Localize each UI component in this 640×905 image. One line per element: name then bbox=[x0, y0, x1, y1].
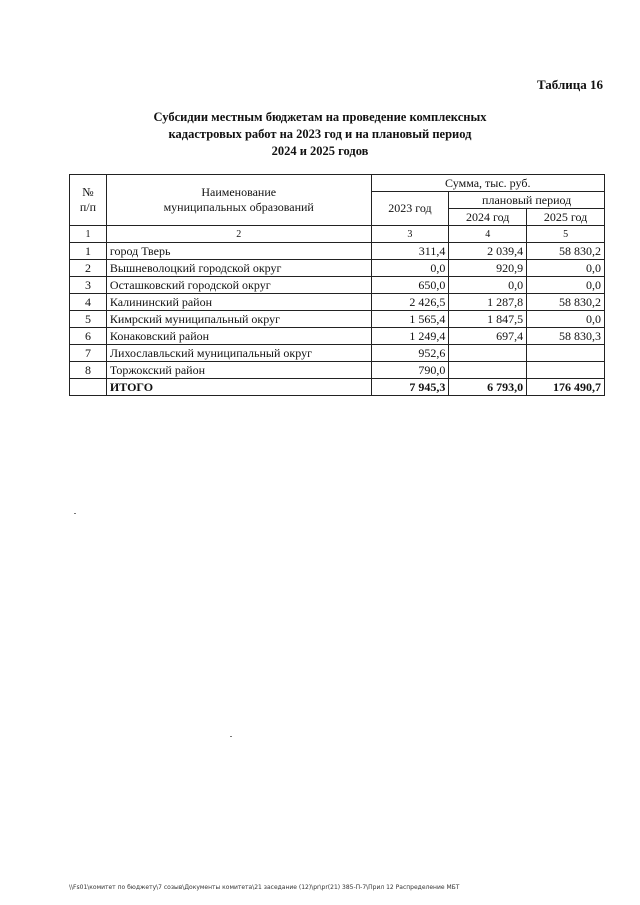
file-path-footer: \\Fs01\комитет по бюджету\7 созыв\Документы комитета\21 заседание (12)\pr\pr(21) 385-П-7\Прил 12 Распределение МБТ bbox=[69, 884, 460, 891]
header-name-cell bbox=[106, 175, 371, 226]
header-2024: 2024 год bbox=[449, 209, 527, 226]
row-value-2024: 920,9 bbox=[449, 260, 527, 277]
title-line-3: 2024 и 2025 годов bbox=[271, 144, 369, 158]
row-value-2025 bbox=[527, 362, 605, 379]
table-row bbox=[70, 345, 605, 362]
subsidy-table bbox=[69, 174, 605, 396]
row-number: 1 bbox=[70, 243, 107, 260]
row-value-2025 bbox=[527, 345, 605, 362]
total-value-2025: 176 490,7 bbox=[527, 379, 605, 396]
row-value-2023: 1 565,4 bbox=[371, 311, 449, 328]
row-number: 2 bbox=[70, 260, 107, 277]
table-row bbox=[70, 260, 605, 277]
row-value-2025: 0,0 bbox=[527, 277, 605, 294]
index-cell: 4 bbox=[449, 226, 527, 243]
row-value-2024 bbox=[449, 362, 527, 379]
header-row-1 bbox=[70, 175, 605, 192]
row-name: Вышневолоцкий городской округ bbox=[106, 260, 371, 277]
header-2025: 2025 год bbox=[527, 209, 605, 226]
row-value-2023: 650,0 bbox=[371, 277, 449, 294]
row-name: город Тверь bbox=[106, 243, 371, 260]
header-num-cell bbox=[70, 175, 107, 226]
total-number-empty bbox=[70, 379, 107, 396]
row-name: Осташковский городской округ bbox=[106, 277, 371, 294]
row-value-2025: 58 830,2 bbox=[527, 294, 605, 311]
header-name-1: Наименование bbox=[201, 185, 277, 199]
row-value-2024: 1 847,5 bbox=[449, 311, 527, 328]
row-value-2025: 58 830,2 bbox=[527, 243, 605, 260]
header-2023: 2023 год bbox=[371, 192, 449, 226]
row-value-2024 bbox=[449, 345, 527, 362]
row-value-2024: 697,4 bbox=[449, 328, 527, 345]
scan-speck bbox=[230, 736, 232, 737]
row-value-2025: 0,0 bbox=[527, 311, 605, 328]
row-name: Конаковский район bbox=[106, 328, 371, 345]
table-row bbox=[70, 311, 605, 328]
header-num-2: п/п bbox=[79, 200, 97, 214]
row-value-2023: 0,0 bbox=[371, 260, 449, 277]
row-number: 4 bbox=[70, 294, 107, 311]
table-number-label: Таблица 16 bbox=[536, 77, 603, 92]
row-value-2025: 0,0 bbox=[527, 260, 605, 277]
header-name-2: муниципальных образований bbox=[163, 200, 314, 214]
table-row bbox=[70, 277, 605, 294]
index-cell: 2 bbox=[106, 226, 371, 243]
row-name: Торжокский район bbox=[106, 362, 371, 379]
row-number: 5 bbox=[70, 311, 107, 328]
total-value-2023: 7 945,3 bbox=[371, 379, 449, 396]
row-value-2023: 952,6 bbox=[371, 345, 449, 362]
header-num: № bbox=[82, 185, 94, 199]
index-cell: 5 bbox=[527, 226, 605, 243]
scan-speck bbox=[74, 513, 76, 514]
header-planned-period: плановый период bbox=[449, 192, 605, 209]
index-cell: 3 bbox=[371, 226, 449, 243]
row-number: 3 bbox=[70, 277, 107, 294]
row-number: 6 bbox=[70, 328, 107, 345]
table-row bbox=[70, 362, 605, 379]
row-value-2024: 1 287,8 bbox=[449, 294, 527, 311]
document-title bbox=[0, 109, 640, 160]
row-value-2023: 790,0 bbox=[371, 362, 449, 379]
row-number: 8 bbox=[70, 362, 107, 379]
header-sum: Сумма, тыс. руб. bbox=[371, 175, 604, 192]
total-value-2024: 6 793,0 bbox=[449, 379, 527, 396]
table-row bbox=[70, 328, 605, 345]
column-index-row bbox=[70, 226, 605, 243]
row-value-2025: 58 830,3 bbox=[527, 328, 605, 345]
total-row bbox=[70, 379, 605, 396]
title-line-2: кадастровых работ на 2023 год и на плановый период bbox=[168, 127, 472, 141]
row-value-2023: 311,4 bbox=[371, 243, 449, 260]
row-value-2024: 2 039,4 bbox=[449, 243, 527, 260]
table-row bbox=[70, 294, 605, 311]
table-row bbox=[70, 243, 605, 260]
title-line-1: Субсидии местным бюджетам на проведение комплексных bbox=[153, 110, 487, 124]
index-cell: 1 bbox=[70, 226, 107, 243]
row-value-2024: 0,0 bbox=[449, 277, 527, 294]
row-name: Кимрский муниципальный округ bbox=[106, 311, 371, 328]
row-number: 7 bbox=[70, 345, 107, 362]
row-name: Лихославльский муниципальный округ bbox=[106, 345, 371, 362]
row-value-2023: 2 426,5 bbox=[371, 294, 449, 311]
row-name: Калининский район bbox=[106, 294, 371, 311]
total-label: ИТОГО bbox=[106, 379, 371, 396]
row-value-2023: 1 249,4 bbox=[371, 328, 449, 345]
